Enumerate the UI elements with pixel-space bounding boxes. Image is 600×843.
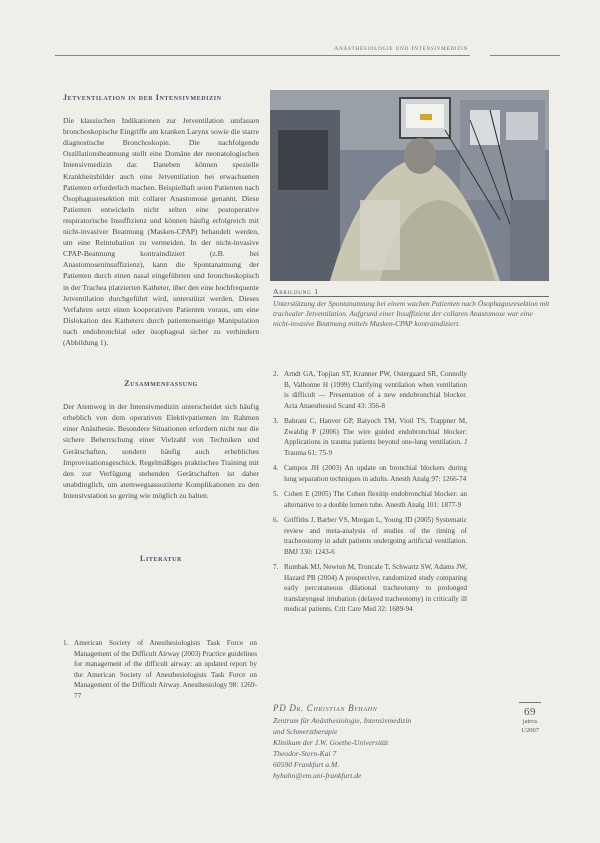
reference-item xyxy=(273,562,467,615)
reference-number: 3. xyxy=(273,417,279,425)
figure-caption: Unterstützung der Spontanatmung bei einem wachen Patienten nach Ösophagusresektion mit trachealer Jetventilation. Aufgrund einer Insuffizienz der collaren Anastomose war eine nicht-invasive Beatmung mittels Masken-CPAP kontraindiziert. xyxy=(273,299,550,329)
reference-item xyxy=(273,463,467,484)
reference-number: 2. xyxy=(273,370,279,378)
left-column xyxy=(63,92,259,576)
reference-item xyxy=(273,369,467,411)
author-affiliation-line: Klinikum der J.W. Goethe-Universität xyxy=(273,738,389,747)
figure-photo-icu xyxy=(270,90,549,281)
journal-name: jatros xyxy=(522,718,538,725)
page-number: 69 xyxy=(524,706,536,718)
reference-text: American Society of Anesthesiologists Task Force on Management of the Difficult Airway (2003) Practice guidelines for management of the difficult airway: an updated report by the American Society of Anesthesiologists Task Force on Management of the Difficult Airway. Anesthesiology 98: 1269-77 xyxy=(74,639,257,700)
reference-text: Bahrani C, Hanver GP, Baiyoch TM, Vioil TS, Trappner M, Zwaldig P (2006) The wire guided endobronchial blocker: Applications in trauma patients beyond one-lung ventilation. J Trauma 61: 75-9 xyxy=(284,417,467,457)
reference-text: Campos JH (2003) An update on bronchial blockers during lung separation techniques in adults. Anesth Analg 97: 1266-74 xyxy=(284,464,467,483)
reference-number: 5. xyxy=(273,490,279,498)
reference-list-left xyxy=(63,638,257,706)
reference-list-right xyxy=(273,369,467,620)
reference-item xyxy=(273,416,467,458)
author-affiliation-line: und Schmerztherapie xyxy=(273,727,338,736)
running-head: Anästhesiologie und Intensivmedizin xyxy=(333,45,468,52)
figure-rule xyxy=(273,296,549,297)
page-number-rule xyxy=(519,702,541,703)
figure-label: Abbildung 1 xyxy=(273,287,319,296)
reference-number: 4. xyxy=(273,464,279,472)
reference-item xyxy=(63,638,257,701)
reference-number: 7. xyxy=(273,563,279,571)
header-rule xyxy=(55,55,470,56)
journal-issue: 1/2007 xyxy=(520,726,540,734)
reference-text: Griffiths J, Barber VS, Morgan L, Young JD (2005) Systematic review and meta-analysis of studies of the timing of tracheostomy in adult patients undergoing artificial ventilation. BMJ 330: 1243-6 xyxy=(284,516,467,556)
reference-item xyxy=(273,515,467,557)
reference-item xyxy=(273,489,467,510)
author-name: PD Dr. Christian Byhahn xyxy=(273,703,378,713)
author-address-city: 60590 Frankfurt a.M. xyxy=(273,760,340,769)
author-address-street: Theodor-Stern-Kai 7 xyxy=(273,749,337,758)
section-heading-jetventilation: Jetventilation in der Intensivmedizin xyxy=(63,93,222,102)
reference-text: Arndt GA, Topjian ST, Kranner PW, Ostergaard SR, Connolly B, Valbonne H (1999) Clarifying ventilation when ventilation is difficult — Presentation of a new endobronchial blocker. Acta Anaesthesiol Scand 43: 356-8 xyxy=(284,370,467,410)
reference-text: Rumbak MJ, Newton M, Truncale T, Schwartz SW, Adams JW, Hazard PB (2004) A prospective, randomized study comparing early percutaneous dilational tracheotomy to prolonged translaryngeal intubation (delayed tracheotomy) in critically ill medical patients. Crit Care Med 32: 1689-94 xyxy=(284,563,467,613)
header-rule-right xyxy=(490,55,560,56)
author-email: byhahn@em.uni-frankfurt.de xyxy=(273,771,362,780)
page-number-block xyxy=(510,702,550,735)
author-affiliation-line: Zentrum für Anästhesiologie, Intensivmedizin xyxy=(273,716,412,725)
section-heading-zusammenfassung: Zusammenfassung xyxy=(124,379,198,389)
section-heading-literatur: Literatur xyxy=(140,554,182,563)
section-body-jetventilation: Die klassischen Indikationen zur Jetventilation umfassen bronchoskopische Eingriffe am kranken Larynx sowie die starre diagnostische Bronchoskopie. Die nachfolgende Oszillationsbeatmung stellt eine Domäne der neonatologischen Intensivmedizin dar. Daneben können spezielle Krankheitsbilder auch eine Jetventilation bei erwachsenen Patienten erforderlich machen. Beispielhaft seien Patienten nach Ösophagusresektion mit collarer Anastomose genannt. Diese Patienten entwickeln nicht selten eine postoperative respiratorische Insuffizienz und können häufig erfolgreich mit nicht-invasiver Beatmung (Masken-CPAP) behandelt werden, um eine Reintubation zu vermeiden. In der nicht-invasive CPAP-Beatmung kontraindiziert (z.B. bei Anastomoseninsuffizienz), kann die Spontanatmung der Patienten durch einen nasal eingeführten und bronchoskopisch in der Trachea platzierten Katheter, über den eine hochfrequente Jetventilation durchgeführt wird, unterstützt werden. Dieses Verfahren setzt einen kooperativen Patienten voraus, um eine Dislokation des Katheters durch patientenseitige Manipulation nach endobronchial oder ösophageal sicher zu verhindern (Abbildung 1). xyxy=(63,116,259,347)
author-block xyxy=(273,703,473,781)
reference-number: 6. xyxy=(273,516,279,524)
reference-number: 1. xyxy=(63,639,69,647)
reference-text: Cohen E (2005) The Cohen flexitip endobronchial blocker: an alternative to a double lumen tube. Anesth Analg 101: 1877-9 xyxy=(284,490,467,509)
section-body-zusammenfassung: Der Atemweg in der Intensivmedizin unterscheidet sich häufig erheblich von dem operativen Elektivpatienten im Rahmen einer Anästhesie. Besondere Situationen erfordern nicht nur die sichere Beherrschung einer Vielzahl von Techniken und Gerätschaften, sondern häufig auch erhebliches Improvisationsgeschick. Regelmäßiges praktisches Training mit den zur Verfügung stehenden Gerätschaften ist daher unabdinglich, um atemwegsassoziierte Komplikationen zu den Intensivstation so gering wie möglich zu halten. xyxy=(63,402,259,500)
